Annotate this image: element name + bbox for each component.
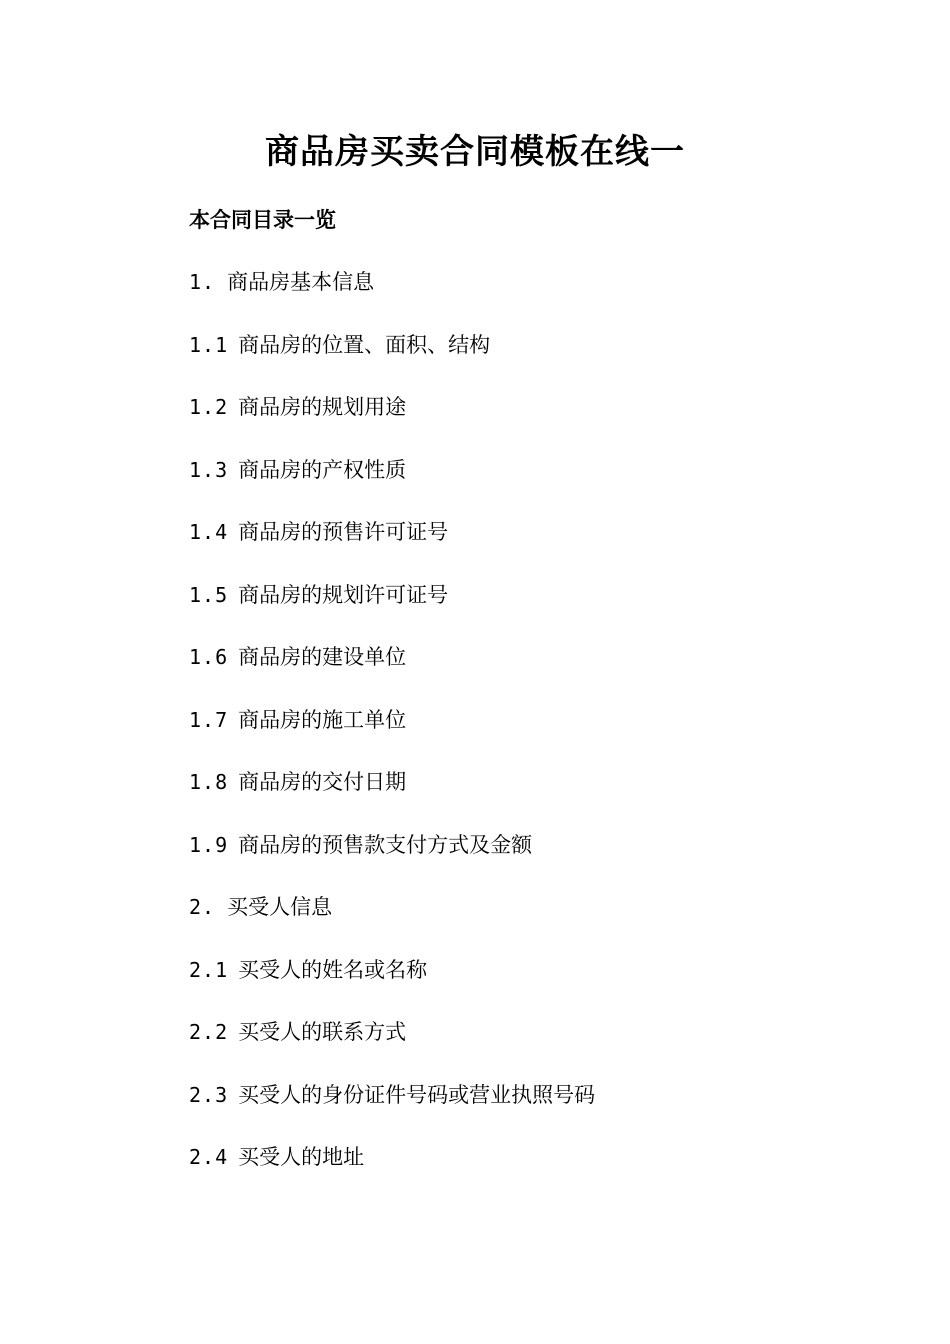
toc-item	[189, 330, 869, 393]
document-title: 商品房买卖合同模板在线一	[265, 132, 685, 172]
toc-item	[189, 705, 869, 768]
toc-item-text: 商品房的交付日期	[238, 770, 407, 794]
toc-item-text: 商品房的规划用途	[238, 395, 407, 419]
toc-item	[189, 517, 869, 580]
toc-item	[189, 580, 869, 643]
toc-item-number: 2.4	[189, 1145, 229, 1169]
toc-item	[189, 767, 869, 830]
toc-item-number: 2.1	[189, 957, 229, 982]
toc-heading: 本合同目录一览	[189, 207, 336, 232]
toc-item-number: 2.3	[189, 1082, 229, 1107]
toc-item-number: 1.5	[189, 582, 229, 607]
toc-item-number: 1.3	[189, 457, 229, 482]
toc-item	[189, 892, 869, 955]
toc-item	[189, 642, 869, 705]
toc-item	[189, 830, 869, 893]
toc-item-number: 2.	[189, 895, 216, 919]
toc-item-text: 商品房的建设单位	[238, 645, 407, 669]
toc-item-text: 买受人的姓名或名称	[238, 957, 428, 982]
toc-item-text: 买受人信息	[227, 895, 333, 919]
toc-item-text: 商品房的预售许可证号	[238, 520, 449, 544]
toc-item-text: 买受人的身份证件号码或营业执照号码	[238, 1082, 596, 1107]
toc-item	[189, 392, 869, 455]
toc-item-number: 1.6	[189, 645, 229, 669]
toc-item-number: 1.	[189, 270, 216, 294]
toc-item	[189, 267, 869, 330]
toc-item-text: 商品房的位置、面积、结构	[238, 332, 491, 357]
toc-item	[189, 1080, 869, 1143]
toc-item-number: 1.2	[189, 395, 229, 419]
toc-item-text: 商品房的预售款支付方式及金额	[238, 832, 533, 857]
toc-item-number: 1.8	[189, 770, 229, 794]
toc-item-text: 商品房的规划许可证号	[238, 582, 449, 607]
toc-item	[189, 1142, 869, 1205]
toc-item	[189, 955, 869, 1018]
toc-list	[189, 267, 869, 1205]
toc-item-text: 商品房的施工单位	[238, 707, 407, 732]
toc-item-text: 商品房的产权性质	[238, 457, 407, 482]
toc-item-text: 商品房基本信息	[227, 270, 375, 294]
toc-item	[189, 455, 869, 518]
toc-item-number: 1.7	[189, 707, 229, 732]
toc-item-number: 1.4	[189, 520, 229, 544]
toc-item	[189, 1017, 869, 1080]
toc-item-number: 1.9	[189, 832, 229, 857]
toc-item-number: 2.2	[189, 1020, 229, 1044]
toc-item-number: 1.1	[189, 332, 229, 357]
toc-item-text: 买受人的地址	[238, 1145, 365, 1169]
toc-item-text: 买受人的联系方式	[238, 1020, 407, 1044]
